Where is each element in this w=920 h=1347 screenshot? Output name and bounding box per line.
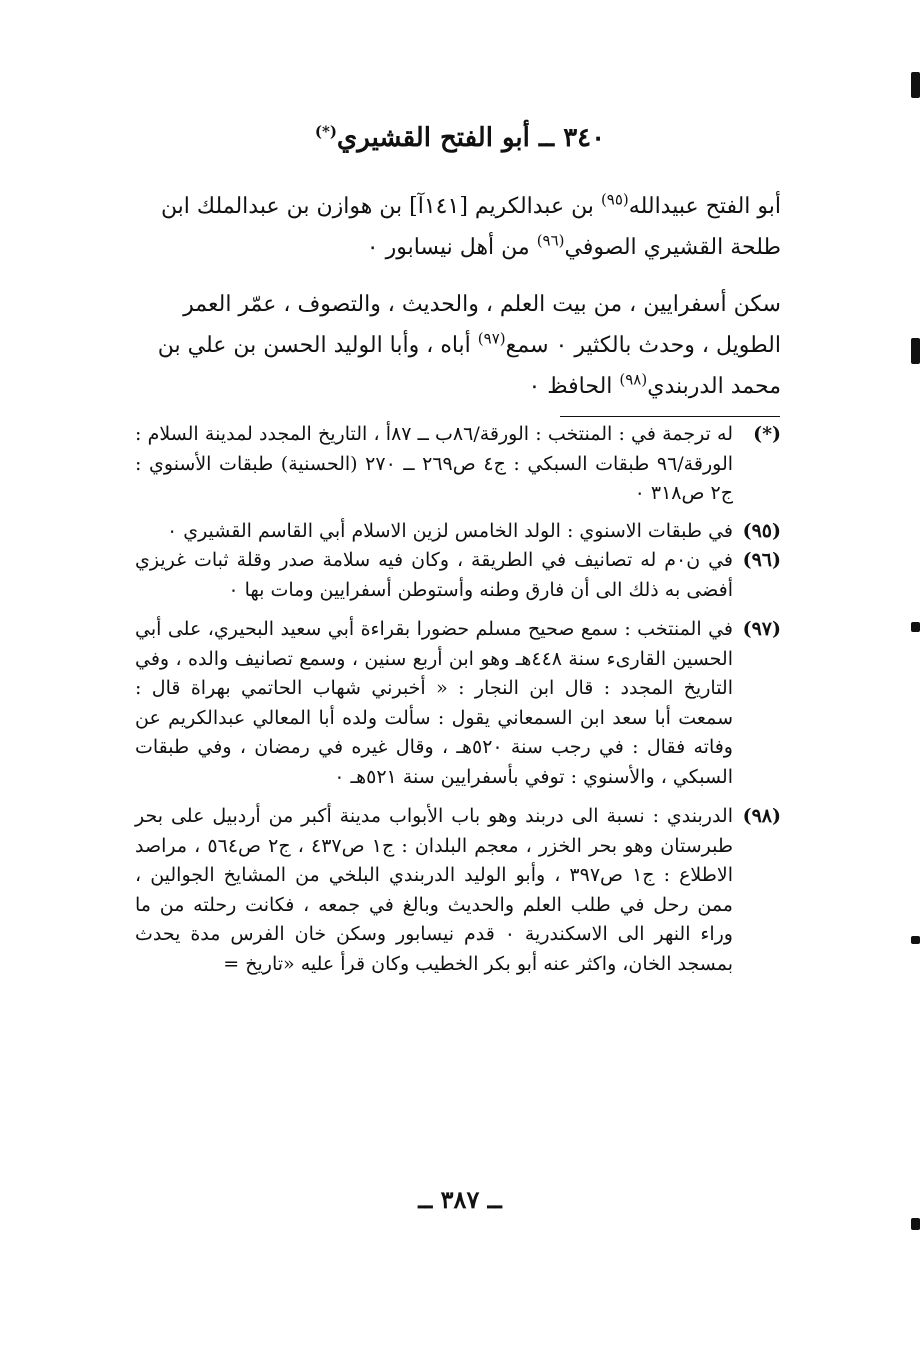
note-ref-98: (٩٨) (619, 370, 648, 389)
footnote-mark: (٩٧) (742, 618, 781, 640)
footnote-mark: (٩٥) (742, 519, 781, 542)
footnote-text: في ن٠م له تصانيف في الطريقة ، وكان فيه سلامة صدر وقلة ثبات غريزي أفضى به ذلك الى أن فارق وطنه وأستوطن أسفرايين ومات بها ٠ (135, 549, 734, 601)
biography-paragraph-1 (135, 186, 781, 268)
footnote-96 (135, 546, 781, 605)
footnote-mark: (٩٦) (742, 549, 781, 571)
entry-title (240, 118, 680, 158)
scan-edge-mark (911, 72, 920, 98)
footnote-text: في طبقات الاسنوي : الولد الخامس لزين الاسلام أبي القاسم القشيري ٠ (166, 519, 733, 542)
footnotes (135, 420, 781, 979)
paragraph-2-text (135, 284, 781, 407)
paragraph-1-part-3: من أهل نيسابور ٠ (366, 235, 537, 260)
footnote-mark: (٩٨) (742, 805, 781, 827)
biography-paragraph-2 (135, 284, 781, 407)
footnote-text: في المنتخب : سمع صحيح مسلم حضورا بقراءة أبي سعيد البحيري، على أبي الحسين القارىء سنة ٤٤٨هـ وهو ابن أربع سنين ، وسمع تصانيف والده ، وفي التاريخ المجدد : قال ابن النجار : « أخبرني شهاب الحاتمي بهراة قال : سمعت أبا سعد ابن السمعاني يقول : سألت ولده أبا المعالي عبدالكريم عن وفاته فقال : في رجب سنة ٥٢٠هـ ، وقال غيره في رمضان ، وفي طبقات السبكي ، والأسنوي : توفي بأسفرايين سنة ٥٢١هـ ٠ (135, 618, 733, 788)
paragraph-2-part-1: سكن أسفرايين ، من بيت العلم ، والحديث ، والتصوف ، عمّر العمر الطويل ، وحدث بالكثير ٠ سمع (183, 292, 781, 358)
footnote-98 (135, 802, 781, 979)
paragraph-2-part-2: أباه ، وأبا الوليد الحسن بن علي بن محمد الدربندي (157, 333, 781, 399)
note-ref-97: (٩٧) (477, 329, 506, 348)
note-ref-95: (٩٥) (600, 190, 629, 209)
scan-edge-mark (911, 338, 920, 364)
scan-edge-mark (911, 1218, 920, 1230)
entry-title-text: ٣٤٠ ــ أبو الفتح القشيري (336, 123, 606, 153)
footnote-text: له ترجمة في : المنتخب : الورقة/٨٦ب ــ ٨٧أ ، التاريخ المجدد لمدينة السلام : الورقة/٩٦ طبقات السبكي : ج٤ ص٢٦٩ ــ ٢٧٠ (الحسنية) طبقات الأسنوي : ج٢ ص٣١٨ ٠ (135, 423, 734, 504)
paragraph-2-part-3: الحافظ ٠ (528, 374, 620, 399)
footnote-97 (135, 615, 781, 792)
title-note-ref: (*) (314, 122, 337, 141)
footnote-mark: (*) (753, 423, 781, 445)
paragraph-1-part-1: أبو الفتح عبيدالله (628, 194, 781, 219)
paragraph-1-text (135, 186, 781, 268)
footnote-star (135, 420, 781, 509)
footnote-text: الدربندي : نسبة الى دربند وهو باب الأبواب مدينة أكبر من أردبيل على بحر طبرستان وهو بحر الخزر ، معجم البلدان : ج١ ص٤٣٧ ، ج٢ ص٥٦٤ ، مراصد الاطلاع : ج١ ص٣٩٧ ، وأبو الوليد الدربندي البلخي من المشايخ الجوالين ، ممن رحل في طلب العلم والحديث وبالغ في جمعه ، فكانت رحلته من ما وراء النهر الى الاسكندرية ٠ قدم نيسابور وسكن خان الفرس مدة يحدث بمسجد الخان، واكثر عنه أبو بكر الخطيب وكان قرأ عليه «تاريخ = (135, 805, 733, 975)
note-ref-96: (٩٦) (536, 231, 565, 250)
scan-edge-mark (911, 936, 920, 944)
footnote-95 (135, 517, 781, 547)
page-number: ــ ٣٨٧ ــ (418, 1185, 502, 1214)
footnote-separator (560, 416, 780, 417)
scan-edge-mark (911, 622, 920, 632)
paragraph-1-part-2: بن عبدالكريم [١٤١آ] بن هوازن بن عبدالملك ابن طلحة القشيري الصوفي (160, 194, 781, 260)
